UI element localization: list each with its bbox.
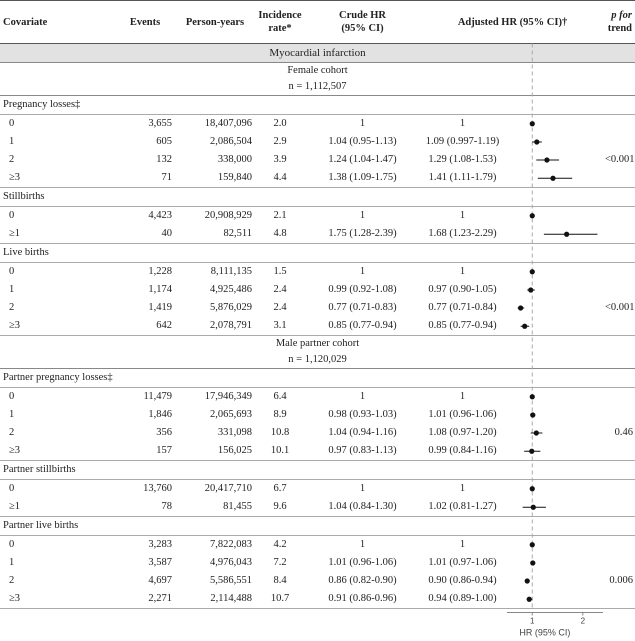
cell-p-trend	[605, 480, 635, 499]
cell-level: 1	[0, 281, 115, 299]
cell-person-years: 2,065,693	[175, 406, 255, 424]
cell-p-trend	[605, 388, 635, 407]
cell-adjusted-hr: 1.02 (0.81-1.27)	[420, 498, 505, 517]
cell-adjusted-hr: 1	[420, 207, 505, 226]
cell-events: 4,423	[115, 207, 175, 226]
group-title: Partner live births	[0, 517, 635, 536]
table-row	[0, 317, 635, 336]
group-header-row	[0, 517, 635, 536]
cell-person-years: 4,976,043	[175, 554, 255, 572]
cell-incidence-rate: 10.7	[255, 590, 305, 609]
table-row	[0, 498, 635, 517]
cell-level: 2	[0, 572, 115, 590]
cell-level: ≥1	[0, 498, 115, 517]
group-header-row	[0, 96, 635, 115]
cell-p-trend	[605, 317, 635, 336]
cell-person-years: 82,511	[175, 225, 255, 244]
cell-events: 4,697	[115, 572, 175, 590]
cell-plot	[505, 225, 605, 244]
cell-person-years: 81,455	[175, 498, 255, 517]
cell-p-trend	[605, 115, 635, 134]
cell-plot	[505, 480, 605, 499]
cell-crude-hr: 0.86 (0.82-0.90)	[305, 572, 420, 590]
cell-adjusted-hr: 0.90 (0.86-0.94)	[420, 572, 505, 590]
cell-level: 0	[0, 263, 115, 282]
cell-events: 78	[115, 498, 175, 517]
cohort-title-row	[0, 63, 635, 80]
cell-crude-hr: 0.77 (0.71-0.83)	[305, 299, 420, 317]
table-row	[0, 281, 635, 299]
cell-p-trend	[605, 442, 635, 461]
cell-incidence-rate: 2.1	[255, 207, 305, 226]
cell-crude-hr: 0.85 (0.77-0.94)	[305, 317, 420, 336]
table-row	[0, 169, 635, 188]
cell-events: 3,655	[115, 115, 175, 134]
cell-events: 642	[115, 317, 175, 336]
header-p-line1: p for	[611, 10, 632, 21]
cell-adjusted-hr: 1	[420, 536, 505, 555]
cell-events: 13,760	[115, 480, 175, 499]
cell-p-trend	[605, 281, 635, 299]
cell-person-years: 7,822,083	[175, 536, 255, 555]
header-incidence-line1: Incidence	[258, 10, 301, 21]
cell-incidence-rate: 3.1	[255, 317, 305, 336]
cell-adjusted-hr: 1.01 (0.97-1.06)	[420, 554, 505, 572]
cell-p-trend	[605, 406, 635, 424]
cell-incidence-rate: 2.4	[255, 281, 305, 299]
cell-crude-hr: 0.91 (0.86-0.96)	[305, 590, 420, 609]
cell-p-trend	[605, 225, 635, 244]
cell-adjusted-hr: 1	[420, 115, 505, 134]
group-header-row	[0, 461, 635, 480]
cell-p-trend	[605, 169, 635, 188]
table-row	[0, 115, 635, 134]
cell-person-years: 159,840	[175, 169, 255, 188]
cell-level: ≥1	[0, 225, 115, 244]
cell-plot	[505, 263, 605, 282]
x-tick-label: 2	[581, 617, 586, 626]
cell-level: ≥3	[0, 442, 115, 461]
table-row	[0, 133, 635, 151]
cell-crude-hr: 0.99 (0.92-1.08)	[305, 281, 420, 299]
cell-incidence-rate: 4.4	[255, 169, 305, 188]
cell-p-trend	[605, 133, 635, 151]
cell-person-years: 338,000	[175, 151, 255, 169]
cell-incidence-rate: 10.8	[255, 424, 305, 442]
header-crude-hr	[305, 1, 420, 44]
section-row	[0, 44, 635, 63]
cell-level: ≥3	[0, 169, 115, 188]
cell-crude-hr: 0.97 (0.83-1.13)	[305, 442, 420, 461]
cell-level: 0	[0, 388, 115, 407]
cell-adjusted-hr: 1	[420, 388, 505, 407]
cell-events: 157	[115, 442, 175, 461]
cell-level: 2	[0, 424, 115, 442]
cell-person-years: 8,111,135	[175, 263, 255, 282]
table-row	[0, 263, 635, 282]
cell-crude-hr: 1	[305, 536, 420, 555]
cell-person-years: 17,946,349	[175, 388, 255, 407]
cell-crude-hr: 0.98 (0.93-1.03)	[305, 406, 420, 424]
cell-plot	[505, 590, 605, 609]
cell-level: 0	[0, 207, 115, 226]
cell-incidence-rate: 2.0	[255, 115, 305, 134]
group-title: Stillbirths	[0, 188, 635, 207]
table-row	[0, 480, 635, 499]
cell-events: 71	[115, 169, 175, 188]
cell-plot	[505, 536, 605, 555]
cell-events: 2,271	[115, 590, 175, 609]
cell-plot	[505, 133, 605, 151]
table-row	[0, 554, 635, 572]
cell-adjusted-hr: 1.09 (0.997-1.19)	[420, 133, 505, 151]
table-body	[0, 44, 635, 609]
cell-adjusted-hr: 1.01 (0.96-1.06)	[420, 406, 505, 424]
cell-level: 2	[0, 299, 115, 317]
table-row	[0, 388, 635, 407]
cell-plot	[505, 207, 605, 226]
cell-plot	[505, 424, 605, 442]
cell-events: 356	[115, 424, 175, 442]
cell-adjusted-hr: 0.99 (0.84-1.16)	[420, 442, 505, 461]
cell-plot	[505, 388, 605, 407]
cell-events: 1,846	[115, 406, 175, 424]
cell-level: 0	[0, 480, 115, 499]
section-title: Myocardial infarction	[0, 44, 635, 63]
cell-adjusted-hr: 0.97 (0.90-1.05)	[420, 281, 505, 299]
cell-crude-hr: 1.01 (0.96-1.06)	[305, 554, 420, 572]
cell-plot	[505, 498, 605, 517]
cell-crude-hr: 1.04 (0.84-1.30)	[305, 498, 420, 517]
cell-person-years: 20,417,710	[175, 480, 255, 499]
cell-incidence-rate: 7.2	[255, 554, 305, 572]
cell-person-years: 4,925,486	[175, 281, 255, 299]
table-row	[0, 590, 635, 609]
cell-p-trend: 0.006	[605, 572, 635, 590]
header-crude-line1: Crude HR	[339, 10, 386, 21]
cell-person-years: 5,876,029	[175, 299, 255, 317]
cell-person-years: 156,025	[175, 442, 255, 461]
cell-plot	[505, 442, 605, 461]
cell-crude-hr: 1	[305, 115, 420, 134]
cell-p-trend: <0.001	[605, 299, 635, 317]
cell-incidence-rate: 1.5	[255, 263, 305, 282]
table-row	[0, 442, 635, 461]
cell-events: 11,479	[115, 388, 175, 407]
cell-crude-hr: 1	[305, 388, 420, 407]
cell-adjusted-hr: 1.08 (0.97-1.20)	[420, 424, 505, 442]
cell-p-trend: 0.46	[605, 424, 635, 442]
cell-plot	[505, 317, 605, 336]
cell-crude-hr: 1.04 (0.95-1.13)	[305, 133, 420, 151]
cell-crude-hr: 1	[305, 263, 420, 282]
header-covariate: Covariate	[0, 1, 115, 44]
cell-crude-hr: 1.24 (1.04-1.47)	[305, 151, 420, 169]
x-tick-label: 1	[530, 617, 535, 626]
cell-events: 40	[115, 225, 175, 244]
cell-adjusted-hr: 1.41 (1.11-1.79)	[420, 169, 505, 188]
cohort-title: Female cohort	[0, 63, 635, 80]
cell-person-years: 2,114,488	[175, 590, 255, 609]
table-row	[0, 424, 635, 442]
cell-level: 1	[0, 406, 115, 424]
cell-p-trend	[605, 263, 635, 282]
cell-adjusted-hr: 1.68 (1.23-2.29)	[420, 225, 505, 244]
cell-plot	[505, 115, 605, 134]
cell-level: ≥3	[0, 590, 115, 609]
header-p-trend	[605, 1, 635, 44]
cell-adjusted-hr: 0.85 (0.77-0.94)	[420, 317, 505, 336]
table-row	[0, 406, 635, 424]
table-row	[0, 225, 635, 244]
cell-crude-hr: 1.75 (1.28-2.39)	[305, 225, 420, 244]
cell-p-trend	[605, 536, 635, 555]
header-person-years: Person-years	[175, 1, 255, 44]
header-crude-line2: (95% CI)	[341, 23, 383, 34]
cell-level: ≥3	[0, 317, 115, 336]
cell-level: 0	[0, 115, 115, 134]
cell-person-years: 331,098	[175, 424, 255, 442]
cohort-n: n = 1,120,029	[0, 352, 635, 369]
cell-incidence-rate: 8.4	[255, 572, 305, 590]
cell-incidence-rate: 6.4	[255, 388, 305, 407]
cell-adjusted-hr: 1.29 (1.08-1.53)	[420, 151, 505, 169]
cell-incidence-rate: 8.9	[255, 406, 305, 424]
cell-person-years: 5,586,551	[175, 572, 255, 590]
cell-incidence-rate: 10.1	[255, 442, 305, 461]
table-row	[0, 536, 635, 555]
header-row	[0, 1, 635, 44]
cell-events: 3,283	[115, 536, 175, 555]
group-header-row	[0, 369, 635, 388]
cell-events: 1,419	[115, 299, 175, 317]
x-axis-label: HR (95% CI)	[519, 628, 570, 638]
table-row	[0, 299, 635, 317]
cohort-title: Male partner cohort	[0, 336, 635, 353]
axis-row	[0, 609, 635, 641]
header-events: Events	[115, 1, 175, 44]
cell-adjusted-hr: 1	[420, 263, 505, 282]
cell-p-trend: <0.001	[605, 151, 635, 169]
cell-p-trend	[605, 590, 635, 609]
group-header-row	[0, 188, 635, 207]
cell-incidence-rate: 2.9	[255, 133, 305, 151]
cell-plot	[505, 169, 605, 188]
cell-plot	[505, 151, 605, 169]
cell-incidence-rate: 6.7	[255, 480, 305, 499]
header-p-line2: trend	[608, 23, 632, 34]
group-title: Pregnancy losses‡	[0, 96, 635, 115]
cell-p-trend	[605, 498, 635, 517]
cell-plot	[505, 554, 605, 572]
cell-plot	[505, 281, 605, 299]
cell-p-trend	[605, 207, 635, 226]
cell-plot	[505, 299, 605, 317]
cell-plot	[505, 572, 605, 590]
group-title: Partner pregnancy losses‡	[0, 369, 635, 388]
cell-adjusted-hr: 0.77 (0.71-0.84)	[420, 299, 505, 317]
cell-crude-hr: 1.04 (0.94-1.16)	[305, 424, 420, 442]
header-incidence-line2: rate*	[268, 23, 291, 34]
cell-crude-hr: 1	[305, 207, 420, 226]
cell-plot	[505, 406, 605, 424]
cell-level: 1	[0, 133, 115, 151]
header-incidence	[255, 1, 305, 44]
cell-adjusted-hr: 0.94 (0.89-1.00)	[420, 590, 505, 609]
cell-adjusted-hr: 1	[420, 480, 505, 499]
cell-incidence-rate: 2.4	[255, 299, 305, 317]
cell-events: 605	[115, 133, 175, 151]
cell-incidence-rate: 3.9	[255, 151, 305, 169]
cell-events: 3,587	[115, 554, 175, 572]
table-row	[0, 572, 635, 590]
cell-incidence-rate: 9.6	[255, 498, 305, 517]
cell-person-years: 2,078,791	[175, 317, 255, 336]
cohort-n-row	[0, 352, 635, 369]
cell-level: 1	[0, 554, 115, 572]
cell-crude-hr: 1.38 (1.09-1.75)	[305, 169, 420, 188]
cell-person-years: 2,086,504	[175, 133, 255, 151]
cell-events: 1,228	[115, 263, 175, 282]
table-row	[0, 151, 635, 169]
table-row	[0, 207, 635, 226]
group-header-row	[0, 244, 635, 263]
cell-crude-hr: 1	[305, 480, 420, 499]
cohort-n: n = 1,112,507	[0, 79, 635, 96]
header-adjusted-hr: Adjusted HR (95% CI)†	[420, 1, 605, 44]
group-title: Live births	[0, 244, 635, 263]
cell-person-years: 18,407,096	[175, 115, 255, 134]
cohort-title-row	[0, 336, 635, 353]
group-title: Partner stillbirths	[0, 461, 635, 480]
cell-person-years: 20,908,929	[175, 207, 255, 226]
cell-events: 132	[115, 151, 175, 169]
cell-incidence-rate: 4.8	[255, 225, 305, 244]
cell-events: 1,174	[115, 281, 175, 299]
cell-p-trend	[605, 554, 635, 572]
cell-level: 2	[0, 151, 115, 169]
cell-level: 0	[0, 536, 115, 555]
cell-incidence-rate: 4.2	[255, 536, 305, 555]
cohort-n-row	[0, 79, 635, 96]
